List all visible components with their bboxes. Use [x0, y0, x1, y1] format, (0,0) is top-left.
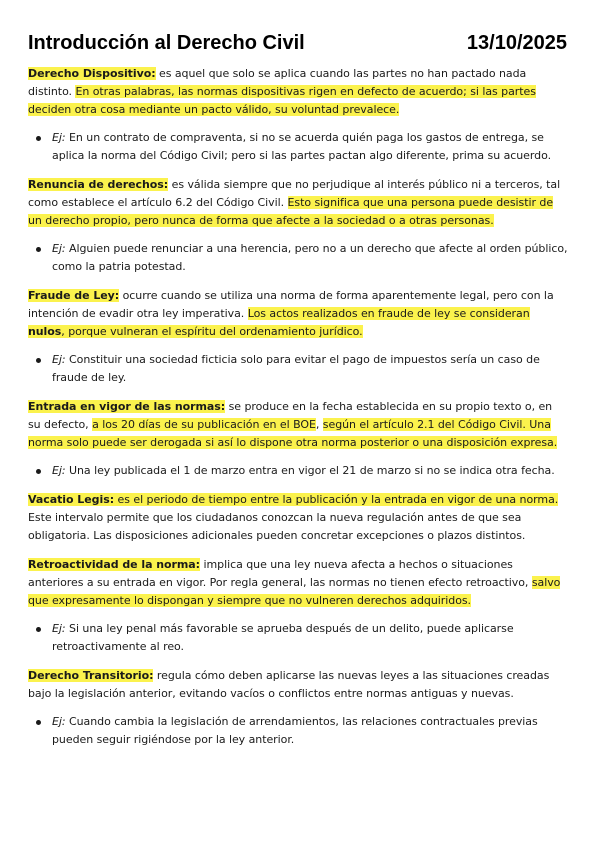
section-text: ocurre cuando se utiliza una norma de forma aparentemente legal, pero con la intención de evadir otra ley imperativa.	[28, 289, 554, 320]
example-item	[52, 351, 568, 387]
section-term: Derecho Dispositivo:	[28, 67, 156, 80]
bullet-icon	[36, 627, 41, 632]
section-highlight: es el periodo de tiempo entre la publicación y la entrada en vigor de una norma.	[114, 493, 559, 506]
example-text: Una ley publicada el 1 de marzo entra en vigor el 21 de marzo si no se indica otra fecha.	[65, 464, 555, 477]
section-renuncia-derechos	[28, 176, 568, 230]
section-retroactividad	[28, 556, 568, 610]
section-text: es aquel que solo se aplica cuando las partes no han pactado nada distinto.	[28, 67, 527, 98]
example-label: Ej:	[52, 131, 66, 144]
example-list	[28, 713, 568, 749]
example-item	[52, 240, 568, 276]
example-label: Ej:	[52, 715, 66, 728]
example-label: Ej:	[52, 622, 66, 635]
bullet-icon	[36, 358, 41, 363]
example-item	[52, 713, 568, 749]
example-list	[28, 620, 568, 656]
example-list	[28, 240, 568, 276]
bullet-icon	[36, 247, 41, 252]
section-term: Retroactividad de la norma:	[28, 558, 201, 571]
example-text: Si una ley penal más favorable se aprueba después de un delito, puede aplicarse retroactivamente al reo.	[52, 622, 514, 653]
example-list	[28, 351, 568, 387]
section-derecho-dispositivo	[28, 65, 568, 119]
section-highlight-bold: nulos	[28, 325, 62, 338]
section-term: Renuncia de derechos:	[28, 178, 169, 191]
section-term: Entrada en vigor de las normas:	[28, 400, 226, 413]
section-term: Vacatio Legis:	[28, 493, 115, 506]
section-highlight: , porque vulneran el espíritu del ordenamiento jurídico.	[61, 325, 363, 338]
example-item	[52, 620, 568, 656]
example-item	[52, 462, 568, 480]
section-highlight: En otras palabras, las normas dispositivas rigen en defecto de acuerdo; si las partes deciden otra cosa mediante un pacto válido, su voluntad prevalece.	[28, 85, 536, 116]
example-label: Ej:	[52, 464, 66, 477]
bullet-icon	[36, 469, 41, 474]
section-text: se produce en la fecha establecida en su propio texto o, en su defecto,	[28, 400, 553, 431]
section-derecho-transitorio	[28, 667, 568, 703]
section-highlight: salvo que expresamente lo dispongan y siempre que no vulneren derechos adquiridos.	[28, 576, 561, 607]
section-term: Fraude de Ley:	[28, 289, 120, 302]
document-header	[28, 28, 567, 58]
section-vacatio-legis	[28, 491, 568, 545]
section-highlight: Los actos realizados en fraude de ley se consideran	[247, 307, 530, 320]
example-list	[28, 462, 568, 480]
section-highlight: según el artículo 2.1 del Código Civil. Una norma solo puede ser derogada si así lo dispone otra norma posterior o una disposición expresa.	[28, 418, 558, 449]
section-text: Este intervalo permite que los ciudadanos conozcan la nueva regulación antes de que sea obligatoria. Las disposiciones adicionales pueden concretar excepciones o plazos distintos.	[28, 511, 526, 542]
example-text: Constituir una sociedad ficticia solo para evitar el pago de impuestos sería un caso de fraude de ley.	[52, 353, 540, 384]
bullet-icon	[36, 720, 41, 725]
example-label: Ej:	[52, 242, 66, 255]
example-label: Ej:	[52, 353, 66, 366]
section-text: es válida siempre que no perjudique al interés público ni a terceros, tal como establece el artículo 6.2 del Código Civil.	[28, 178, 561, 209]
example-item	[52, 129, 568, 165]
document-body	[28, 65, 568, 759]
example-list	[28, 129, 568, 165]
section-fraude-ley	[28, 287, 568, 341]
document-title: Introducción al Derecho Civil	[28, 31, 305, 54]
section-highlight: Esto significa que una persona puede desistir de un derecho propio, pero nunca de forma que afecte a la sociedad o a otras personas.	[28, 196, 554, 227]
example-text: Cuando cambia la legislación de arrendamientos, las relaciones contractuales previas pueden seguir rigiéndose por la ley anterior.	[52, 715, 538, 746]
section-text: implica que una ley nueva afecta a hechos o situaciones anteriores a su entrada en vigor. Por regla general, las normas no tienen efecto retroactivo,	[28, 558, 532, 589]
document-date: 13/10/2025	[466, 31, 567, 54]
section-text: ,	[315, 418, 323, 431]
example-text: Alguien puede renunciar a una herencia, pero no a un derecho que afecte al orden público, como la patria potestad.	[52, 242, 568, 273]
section-text: regula cómo deben aplicarse las nuevas leyes a las situaciones creadas bajo la legislación anterior, evitando vacíos o conflictos entre normas antiguas y nuevas.	[28, 669, 550, 700]
section-highlight: a los 20 días de su publicación en el BOE	[92, 418, 316, 431]
bullet-icon	[36, 136, 41, 141]
example-text: En un contrato de compraventa, si no se acuerda quién paga los gastos de entrega, se aplica la norma del Código Civil; pero si las partes pactan algo diferente, prima su acuerdo.	[52, 131, 552, 162]
section-entrada-vigor	[28, 398, 568, 452]
section-term: Derecho Transitorio:	[28, 669, 154, 682]
